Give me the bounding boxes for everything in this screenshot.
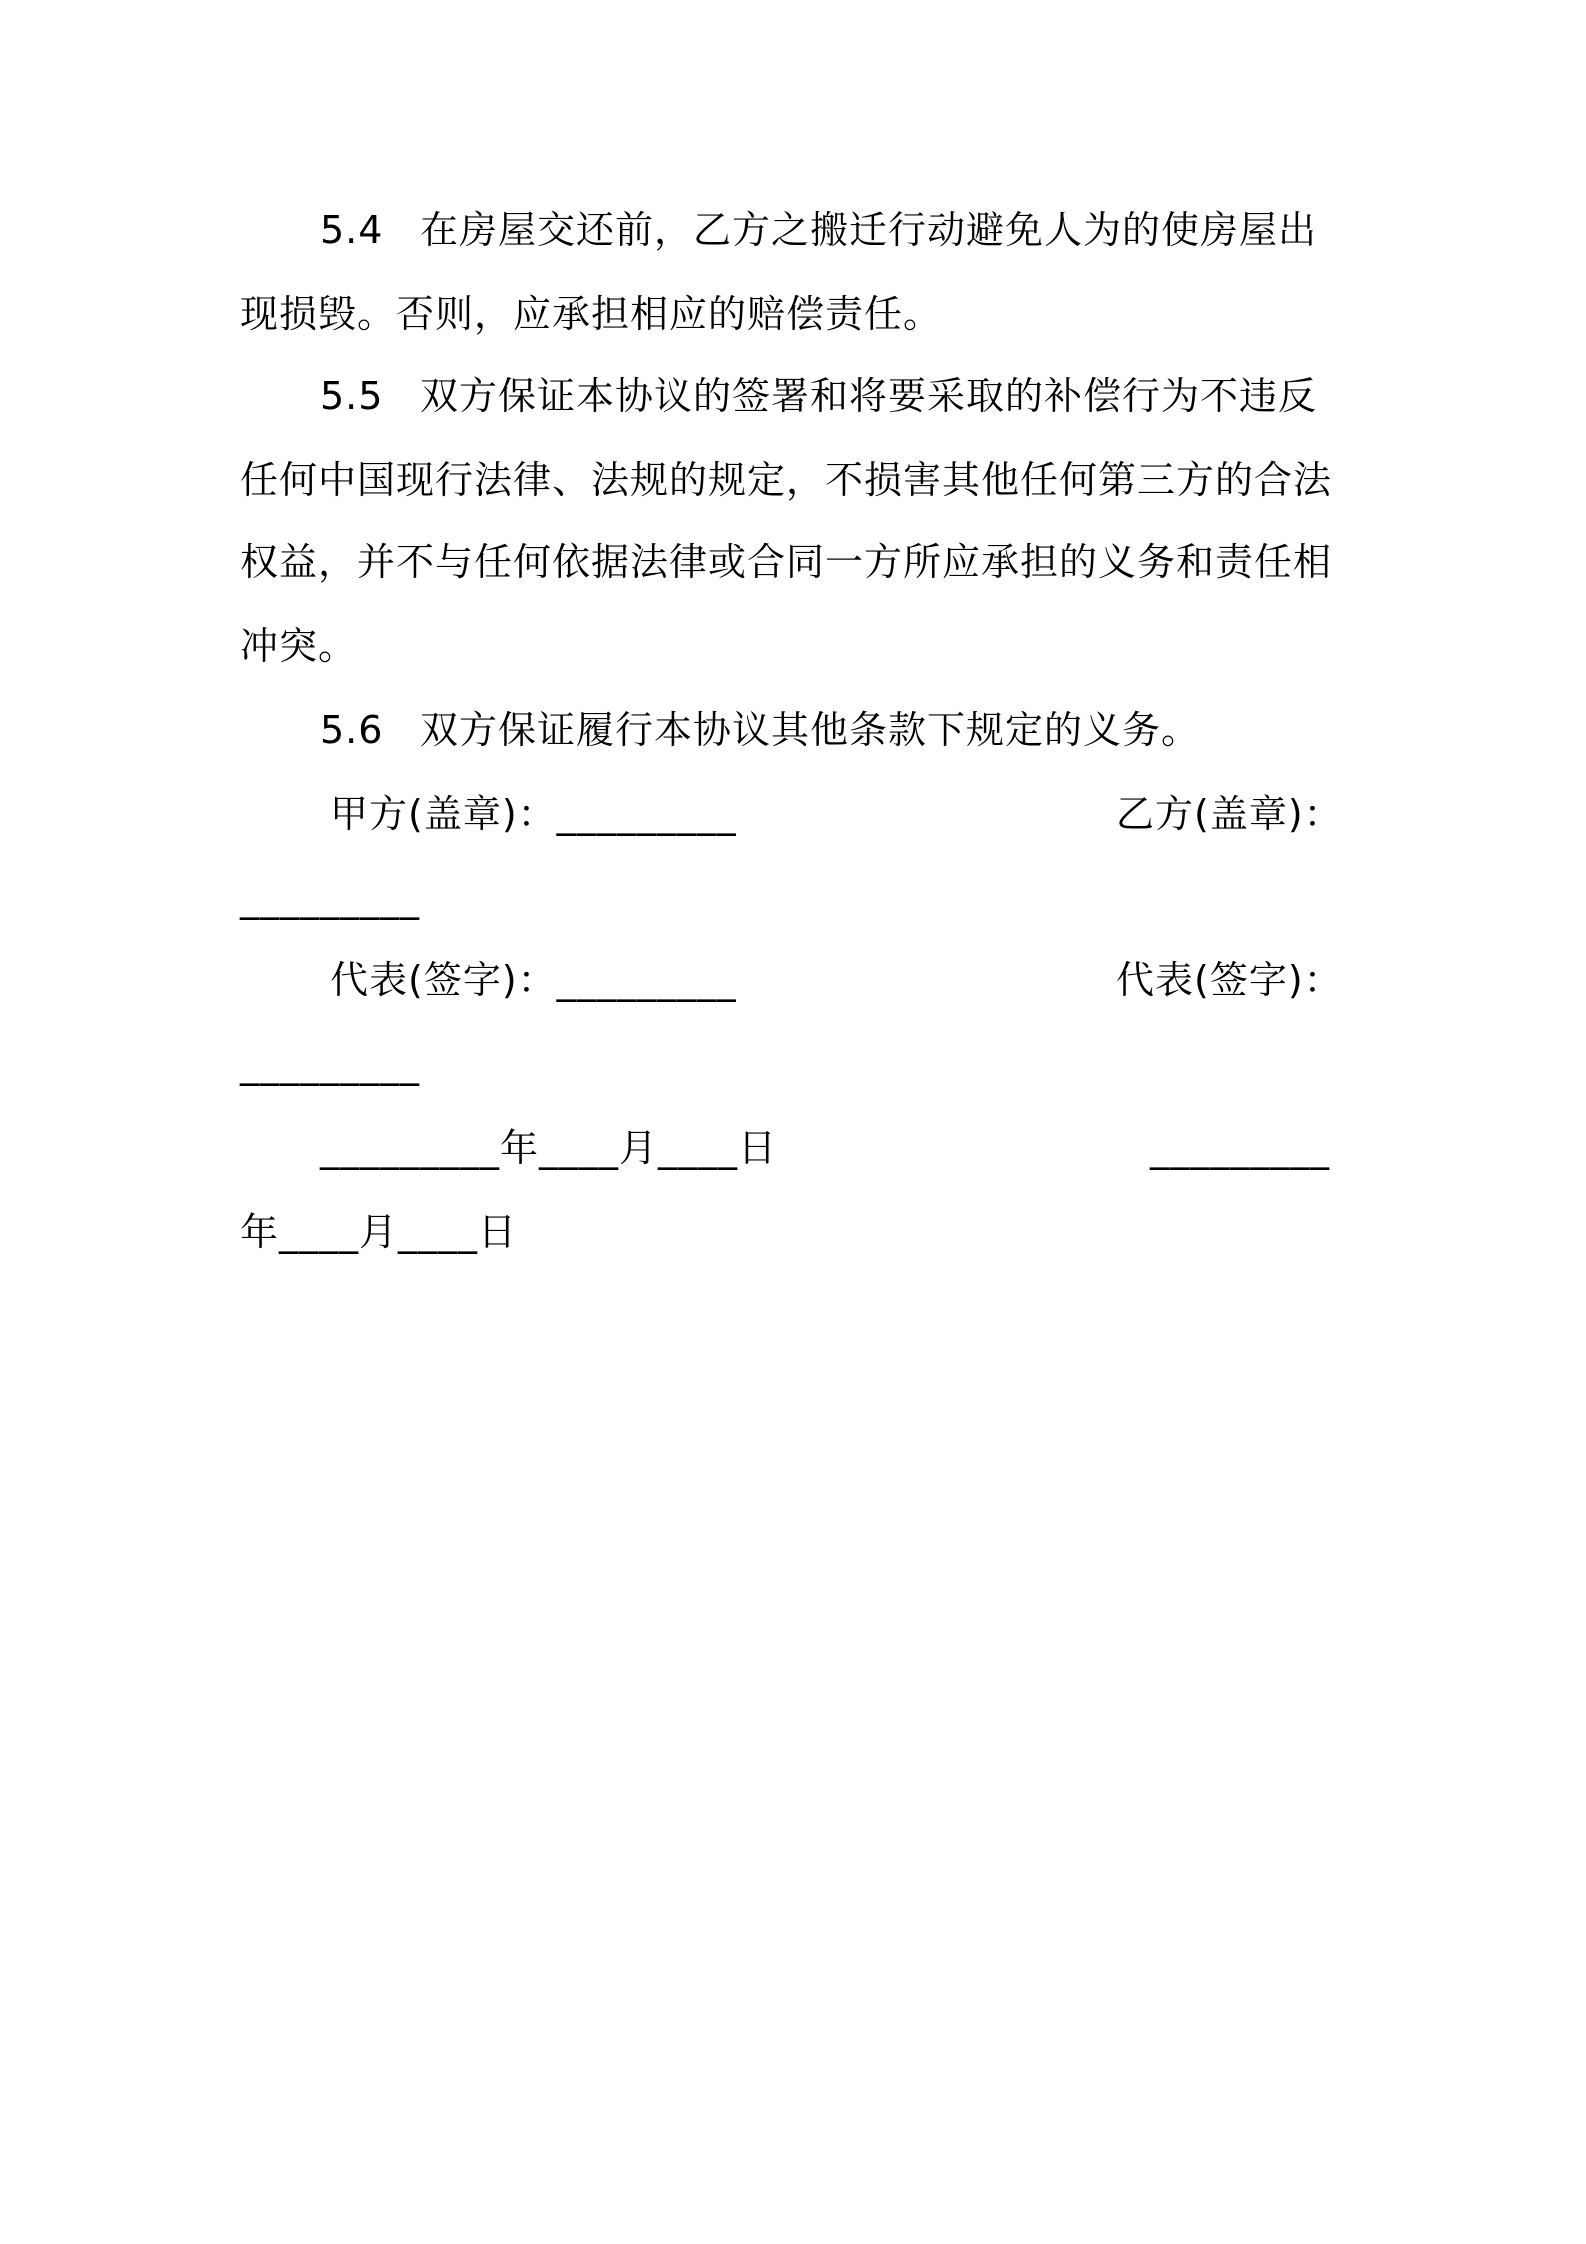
clause-number: 5.4 <box>320 208 384 252</box>
party-b-seal-blank: _________ <box>240 876 420 920</box>
party-b-date-blank: _________ <box>1150 1126 1330 1170</box>
clause-5-4-line-2: 现损毁。否则，应承担相应的赔偿责任。 <box>240 292 943 336</box>
clause-number: 5.6 <box>320 708 384 752</box>
clause-5-4-line-1 <box>320 206 1317 254</box>
party-a-seal: 甲方(盖章)：_________ <box>330 792 737 836</box>
clause-number: 5.5 <box>320 374 384 418</box>
clause-5-5-line-1 <box>320 372 1317 420</box>
party-b-representative: 代表(签字)： <box>1116 958 1343 1002</box>
party-b-date: 年____月____日 <box>240 1210 518 1254</box>
party-b-representative-blank: _________ <box>240 1042 420 1086</box>
party-a-representative: 代表(签字)：_________ <box>330 958 737 1002</box>
clause-5-6-line-1 <box>320 706 1200 754</box>
clause-5-5-line-3: 权益，并不与任何依据法律或合同一方所应承担的义务和责任相 <box>240 540 1333 584</box>
clause-text: 在房屋交还前，乙方之搬迁行动避免人为的使房屋出 <box>420 208 1318 252</box>
clause-5-5-line-4: 冲突。 <box>240 624 358 668</box>
party-b-seal: 乙方(盖章)： <box>1116 792 1343 836</box>
clause-text: 双方保证本协议的签署和将要采取的补偿行为不违反 <box>420 374 1318 418</box>
clause-text: 双方保证履行本协议其他条款下规定的义务。 <box>420 708 1201 752</box>
party-a-date: _________年____月____日 <box>320 1126 778 1170</box>
clause-5-5-line-2: 任何中国现行法律、法规的规定，不损害其他任何第三方的合法 <box>240 458 1333 502</box>
